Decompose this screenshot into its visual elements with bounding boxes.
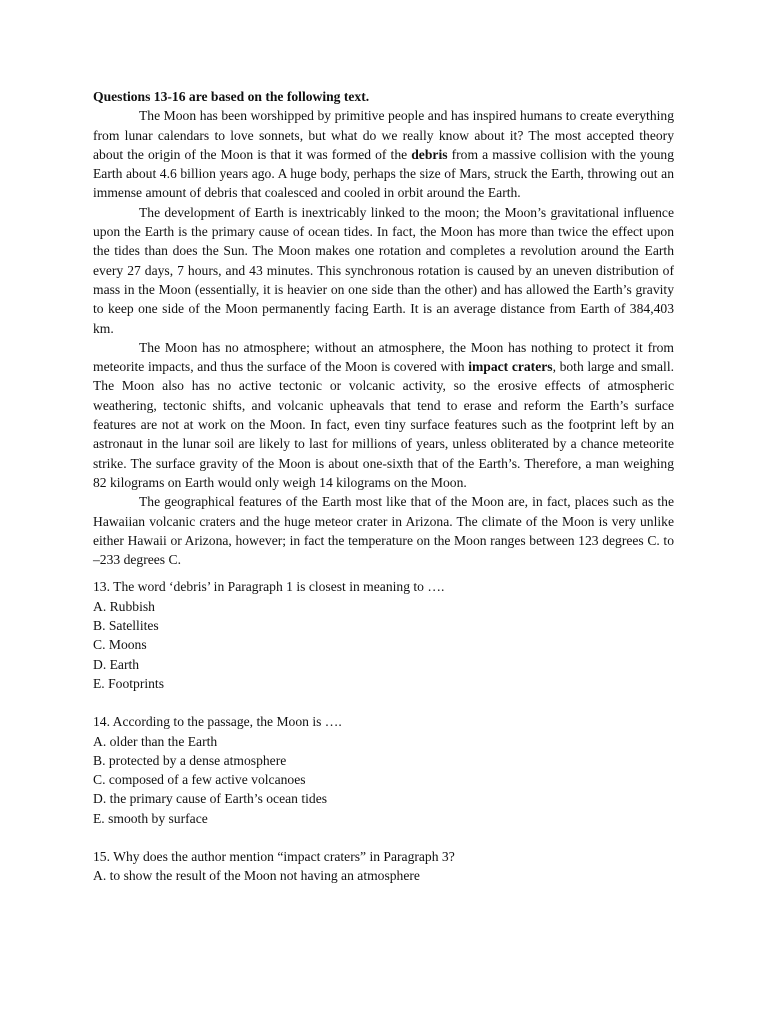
option-e: E. Footprints	[93, 675, 164, 691]
option-c: C. Moons	[93, 637, 147, 653]
question-15	[93, 847, 674, 886]
bold-term-debris: debris	[411, 146, 448, 162]
option-e: E. smooth by surface	[93, 810, 208, 826]
paragraph-3-text-end: , both large and small. The Moon also has no active tectonic or volcanic activity, so the erosive effects of atmospheric weathering, tectonic shifts, and volcanic upheavals that tend to erase and reform the Earth’s surface features are not at work on the Moon. In fact, even tiny surface features such as the footprint left by an astronaut in the lunar soil are likely to last for millions of years, unless obliterated by a chance meteorite strike. The surface gravity of the Moon is about one-sixth that of the Earth’s. Therefore, a man weighing 82 kilograms on Earth would only weigh 14 kilograms on the Moon.	[93, 359, 675, 490]
reading-passage	[93, 106, 674, 569]
option-a: A. Rubbish	[93, 598, 155, 614]
paragraph-3-text-start: The Moon has no atmosphere; without an atmosphere, the Moon has nothing to protect it from meteorite impacts, and thus the surface of the Moon is covered with	[93, 339, 674, 375]
option-d: D. Earth	[93, 656, 140, 672]
option-c: C. composed of a few active volcanoes	[93, 772, 306, 788]
passage-paragraph-3	[93, 338, 674, 492]
section-heading: Questions 13-16 are based on the following text.	[93, 89, 370, 104]
question-13	[93, 577, 674, 693]
question-text: 13. The word ‘debris’ in Paragraph 1 is closest in meaning to ….	[93, 579, 445, 595]
option-a: A. to show the result of the Moon not having an atmosphere	[93, 868, 420, 884]
question-text: 15. Why does the author mention “impact craters” in Paragraph 3?	[93, 848, 455, 864]
option-b: B. protected by a dense atmosphere	[93, 752, 287, 768]
paragraph-1-text-end: from a massive collision with the young Earth about 4.6 billion years ago. A huge body, perhaps the size of Mars, struck the Earth, throwing out an immense amount of debris that coalesced and cooled in orbit around the Earth.	[93, 146, 675, 201]
answer-options	[93, 732, 674, 828]
option-d: D. the primary cause of Earth’s ocean tides	[93, 791, 328, 807]
option-a: A. older than the Earth	[93, 733, 218, 749]
document-page	[93, 87, 674, 886]
passage-paragraph-1	[93, 106, 674, 202]
passage-paragraph-2: The development of Earth is inextricably linked to the moon; the Moon’s gravitational influence upon the Earth is the primary cause of ocean tides. In fact, the Moon has more than twice the effect upon the tides than does the Sun. The Moon makes one rotation and completes a revolution around the Earth every 27 days, 7 hours, and 43 minutes. This synchronous rotation is caused by an uneven distribution of mass in the Moon (essentially, it is heavier on one side than the other) and has allowed the Earth’s gravity to keep one side of the Moon permanently facing Earth. It is an average distance from Earth of 384,403 km.	[93, 204, 674, 336]
option-b: B. Satellites	[93, 618, 159, 634]
answer-options	[93, 866, 674, 885]
passage-paragraph-4: The geographical features of the Earth most like that of the Moon are, in fact, places such as the Hawaiian volcanic craters and the huge meteor crater in Arizona. The climate of the Moon is very unlike either Hawaii or Arizona, however; in fact the temperature on the Moon ranges between 123 degrees C. to –233 degrees C.	[93, 494, 674, 568]
answer-options	[93, 597, 674, 693]
bold-term-impact-craters: impact craters	[468, 359, 553, 375]
paragraph-1-text-start: The Moon has been worshipped by primitive people and has inspired humans to create everything from lunar calendars to love sonnets, but what do we really know about it? The most accepted theory about the origin of the Moon is that it was formed of the	[93, 108, 674, 162]
question-14	[93, 712, 674, 828]
question-text: 14. According to the passage, the Moon is ….	[93, 714, 342, 730]
